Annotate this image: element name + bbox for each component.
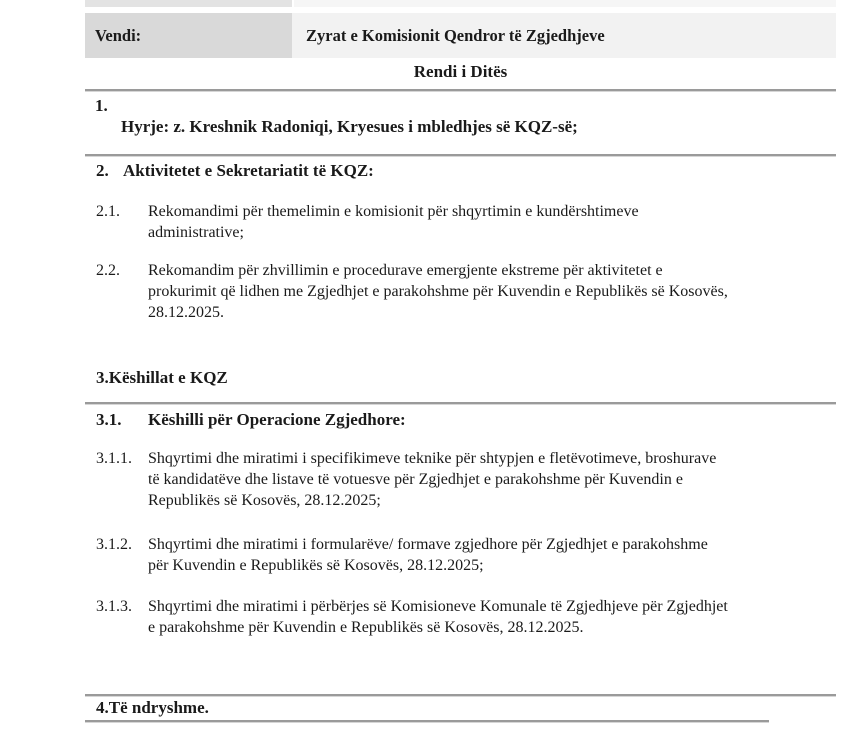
- cut-off-cell-left: [85, 0, 292, 7]
- text-line: Rekomandimi për themelimin e komisionit për shqyrtimin e kundërshtimeve: [148, 203, 639, 220]
- horizontal-rule: [85, 694, 836, 696]
- agenda-item-1-text: Hyrje: z. Kreshnik Radoniqi, Kryesues i mbledhjes së KQZ-së;: [121, 117, 578, 136]
- agenda-item-3-1-1-number: 3.1.1.: [96, 450, 132, 467]
- subsection-3-1-title: Këshilli për Operacione Zgjedhore:: [148, 410, 406, 429]
- agenda-item-2-2: [85, 260, 788, 323]
- section-2-number: 2.: [96, 161, 109, 180]
- agenda-item-1-number: 1.: [95, 96, 108, 115]
- section-3-title: 3.Këshillat e KQZ: [96, 368, 228, 387]
- text-line: Republikës së Kosovës, 28.12.2025;: [148, 492, 381, 509]
- text-line: të kandidatëve dhe listave të votuesve për Zgjedhjet e parakohshme për Kuvendin e: [148, 471, 683, 488]
- cut-off-table-row: [85, 0, 836, 7]
- horizontal-rule: [85, 89, 836, 91]
- horizontal-rule: [85, 402, 836, 404]
- section-4-title: 4.Të ndryshme.: [96, 698, 209, 717]
- subsection-3-1-number: 3.1.: [96, 410, 122, 429]
- document-title: Rendi i Ditës: [413, 62, 508, 81]
- document-content: [85, 0, 836, 745]
- agenda-item-3-1-1-text: [148, 448, 788, 511]
- text-line: Rekomandim për zhvillimin e procedurave emergjente ekstreme për aktivitetet e: [148, 262, 663, 279]
- location-label-cell: [85, 13, 292, 58]
- agenda-item-3-1-2-number: 3.1.2.: [96, 536, 132, 553]
- agenda-item-3-1-3: [85, 596, 788, 638]
- agenda-item-2-1: [85, 201, 788, 243]
- text-line: 28.12.2025.: [148, 304, 224, 321]
- text-line: për Kuvendin e Republikës së Kosovës, 28.12.2025;: [148, 557, 484, 574]
- section-2-title: Aktivitetet e Sekretariatit të KQZ:: [123, 161, 374, 180]
- location-value: Zyrat e Komisionit Qendror të Zgjedhjeve: [306, 25, 605, 45]
- text-line: Shqyrtimi dhe miratimi i formularëve/ formave zgjedhore për Zgjedhjet e parakohshme: [148, 536, 708, 553]
- agenda-item-2-2-number: 2.2.: [96, 262, 120, 279]
- horizontal-rule: [85, 154, 836, 156]
- text-line: Shqyrtimi dhe miratimi i specifikimeve teknike për shtypjen e fletëvotimeve, broshurave: [148, 450, 717, 467]
- agenda-item-3-1-2-text: [148, 534, 788, 576]
- cut-off-cell-right: [294, 0, 836, 7]
- agenda-item-3-1-3-text: [148, 596, 788, 638]
- agenda-item-3-1-2: [85, 534, 788, 576]
- agenda-item-2-1-number: 2.1.: [96, 203, 120, 220]
- agenda-item-3-1-3-number: 3.1.3.: [96, 598, 132, 615]
- agenda-item-3-1-1: [85, 448, 788, 511]
- text-line: e parakohshme për Kuvendin e Republikës së Kosovës, 28.12.2025.: [148, 619, 584, 636]
- location-value-cell: [292, 13, 836, 58]
- text-line: administrative;: [148, 224, 244, 241]
- text-line: prokurimit që lidhen me Zgjedhjet e parakohshme për Kuvendin e Republikës së Kosovës,: [148, 283, 728, 300]
- text-line: Shqyrtimi dhe miratimi i përbërjes së Komisioneve Komunale të Zgjedhjeve për Zgjedhjet: [148, 598, 728, 615]
- agenda-item-2-1-text: [148, 201, 788, 243]
- location-label: Vendi:: [95, 25, 142, 45]
- horizontal-rule-short: [85, 720, 769, 722]
- location-table-row: [85, 13, 836, 58]
- agenda-item-2-2-text: [148, 260, 788, 323]
